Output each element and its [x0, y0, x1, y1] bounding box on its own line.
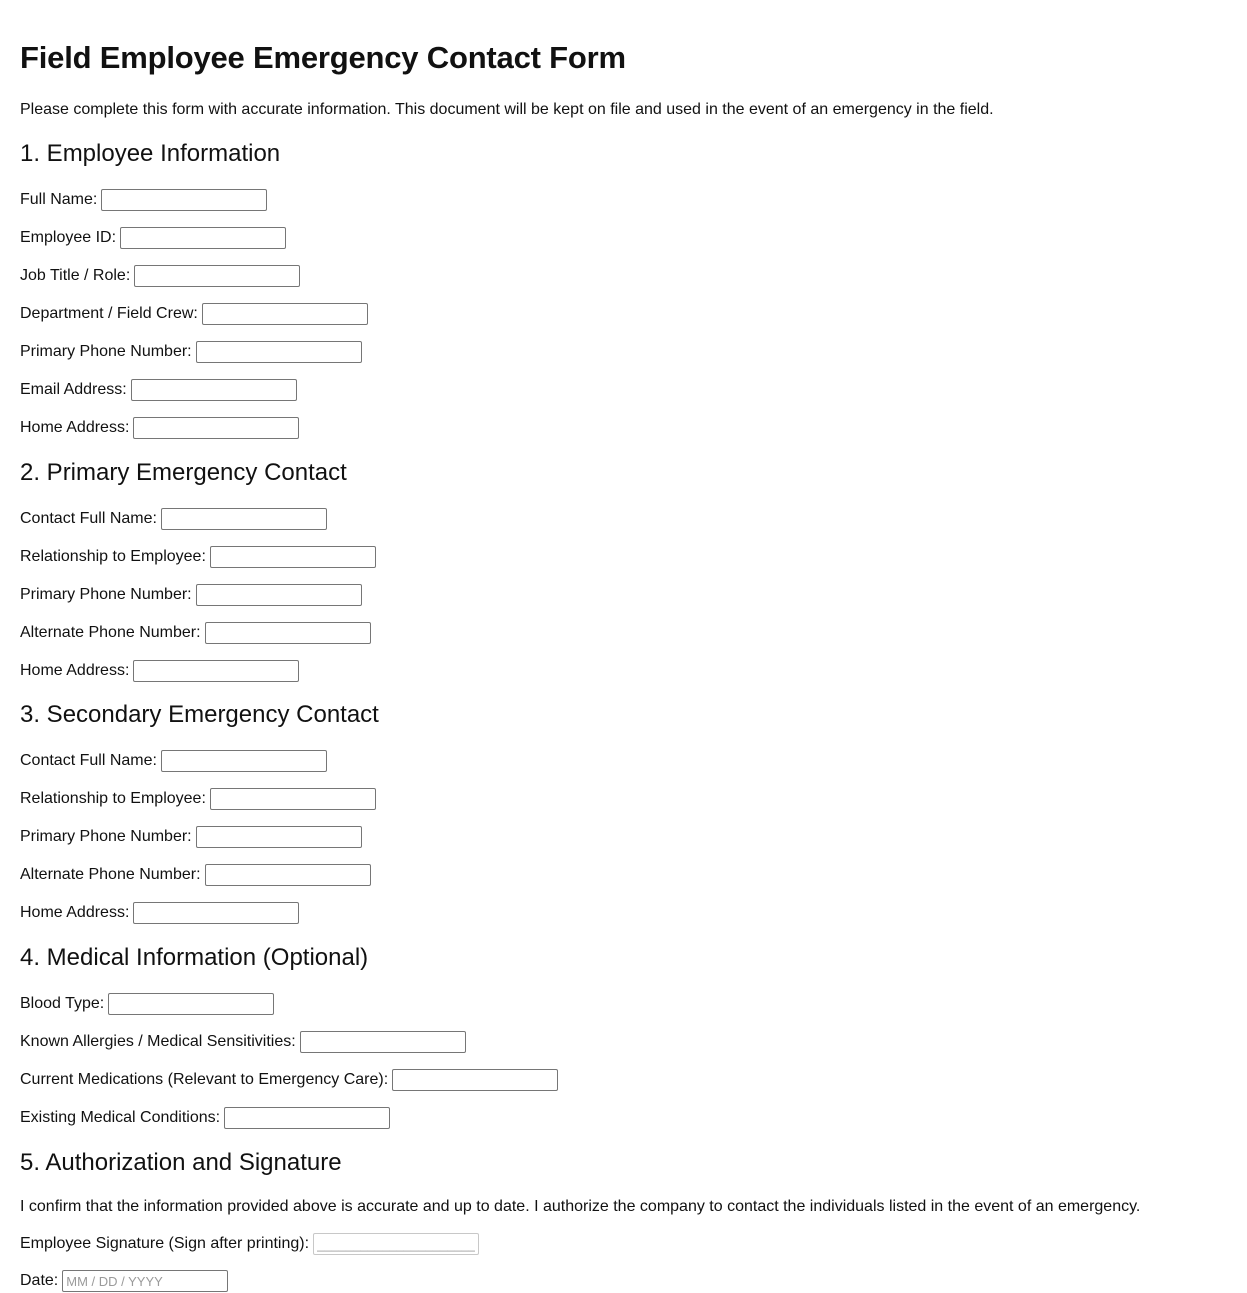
medications-input[interactable]	[392, 1069, 558, 1091]
section-heading-primary-contact: 2. Primary Emergency Contact	[20, 459, 347, 486]
medical-conditions-row	[20, 1106, 390, 1130]
secondary-contact-phone-row	[20, 825, 362, 849]
signature-label: Employee Signature (Sign after printing):	[20, 1235, 310, 1252]
blood-type-row	[20, 992, 274, 1016]
allergies-input[interactable]	[300, 1031, 466, 1053]
secondary-contact-name-row	[20, 749, 327, 773]
employee-home-address-row	[20, 416, 299, 440]
secondary-contact-address-row	[20, 901, 299, 925]
secondary-contact-address-label: Home Address:	[20, 904, 130, 921]
secondary-contact-phone-label: Primary Phone Number:	[20, 828, 192, 845]
employee-id-label: Employee ID:	[20, 229, 117, 246]
employee-home-address-input[interactable]	[133, 417, 299, 439]
signature-row	[20, 1232, 479, 1256]
primary-contact-phone-label: Primary Phone Number:	[20, 586, 192, 603]
date-label: Date:	[20, 1272, 59, 1289]
date-input[interactable]	[62, 1270, 228, 1292]
primary-contact-relationship-input[interactable]	[210, 546, 376, 568]
secondary-contact-alt-phone-row	[20, 863, 371, 887]
employee-primary-phone-row	[20, 340, 362, 364]
employee-email-row	[20, 378, 297, 402]
blood-type-input[interactable]	[108, 993, 274, 1015]
primary-contact-phone-input[interactable]	[196, 584, 362, 606]
employee-job-title-row	[20, 264, 300, 288]
secondary-contact-address-input[interactable]	[133, 902, 299, 924]
primary-contact-phone-row	[20, 583, 362, 607]
employee-department-row	[20, 302, 368, 326]
secondary-contact-alt-phone-label: Alternate Phone Number:	[20, 866, 201, 883]
medical-conditions-label: Existing Medical Conditions:	[20, 1109, 221, 1126]
medications-label: Current Medications (Relevant to Emergency Care):	[20, 1071, 389, 1088]
primary-contact-alt-phone-input[interactable]	[205, 622, 371, 644]
signature-input[interactable]	[313, 1233, 479, 1255]
primary-contact-relationship-label: Relationship to Employee:	[20, 548, 206, 565]
primary-contact-relationship-row	[20, 545, 376, 569]
primary-contact-alt-phone-label: Alternate Phone Number:	[20, 624, 201, 641]
secondary-contact-relationship-input[interactable]	[210, 788, 376, 810]
section-heading-employee: 1. Employee Information	[20, 140, 281, 167]
employee-job-title-label: Job Title / Role:	[20, 267, 131, 284]
employee-email-input[interactable]	[131, 379, 297, 401]
blood-type-label: Blood Type:	[20, 995, 105, 1012]
section-heading-medical: 4. Medical Information (Optional)	[20, 944, 369, 971]
employee-id-input[interactable]	[120, 227, 286, 249]
primary-contact-address-row	[20, 659, 299, 683]
secondary-contact-phone-input[interactable]	[196, 826, 362, 848]
secondary-contact-relationship-label: Relationship to Employee:	[20, 790, 206, 807]
employee-full-name-label: Full Name:	[20, 191, 98, 208]
page-title: Field Employee Emergency Contact Form	[20, 40, 626, 75]
employee-id-row	[20, 226, 286, 250]
primary-contact-address-input[interactable]	[133, 660, 299, 682]
medical-conditions-input[interactable]	[224, 1107, 390, 1129]
primary-contact-name-input[interactable]	[161, 508, 327, 530]
date-row	[20, 1269, 228, 1293]
primary-contact-name-row	[20, 507, 327, 531]
medications-row	[20, 1068, 558, 1092]
secondary-contact-relationship-row	[20, 787, 376, 811]
secondary-contact-name-label: Contact Full Name:	[20, 752, 157, 769]
allergies-label: Known Allergies / Medical Sensitivities:	[20, 1033, 296, 1050]
employee-primary-phone-input[interactable]	[196, 341, 362, 363]
employee-department-label: Department / Field Crew:	[20, 305, 198, 322]
secondary-contact-name-input[interactable]	[161, 750, 327, 772]
secondary-contact-alt-phone-input[interactable]	[205, 864, 371, 886]
employee-home-address-label: Home Address:	[20, 419, 130, 436]
form-intro: Please complete this form with accurate information. This document will be kept on file and used in the event of an emergency in the field.	[20, 101, 994, 118]
primary-contact-address-label: Home Address:	[20, 662, 130, 679]
employee-full-name-input[interactable]	[101, 189, 267, 211]
allergies-row	[20, 1030, 466, 1054]
employee-department-input[interactable]	[202, 303, 368, 325]
authorization-statement: I confirm that the information provided above is accurate and up to date. I authorize the company to contact the individuals listed in the event of an emergency.	[20, 1198, 1141, 1215]
section-heading-secondary-contact: 3. Secondary Emergency Contact	[20, 701, 379, 728]
primary-contact-name-label: Contact Full Name:	[20, 510, 157, 527]
primary-contact-alt-phone-row	[20, 621, 371, 645]
employee-email-label: Email Address:	[20, 381, 127, 398]
employee-full-name-row	[20, 188, 267, 212]
section-heading-authorization: 5. Authorization and Signature	[20, 1149, 342, 1176]
employee-primary-phone-label: Primary Phone Number:	[20, 343, 192, 360]
employee-job-title-input[interactable]	[134, 265, 300, 287]
